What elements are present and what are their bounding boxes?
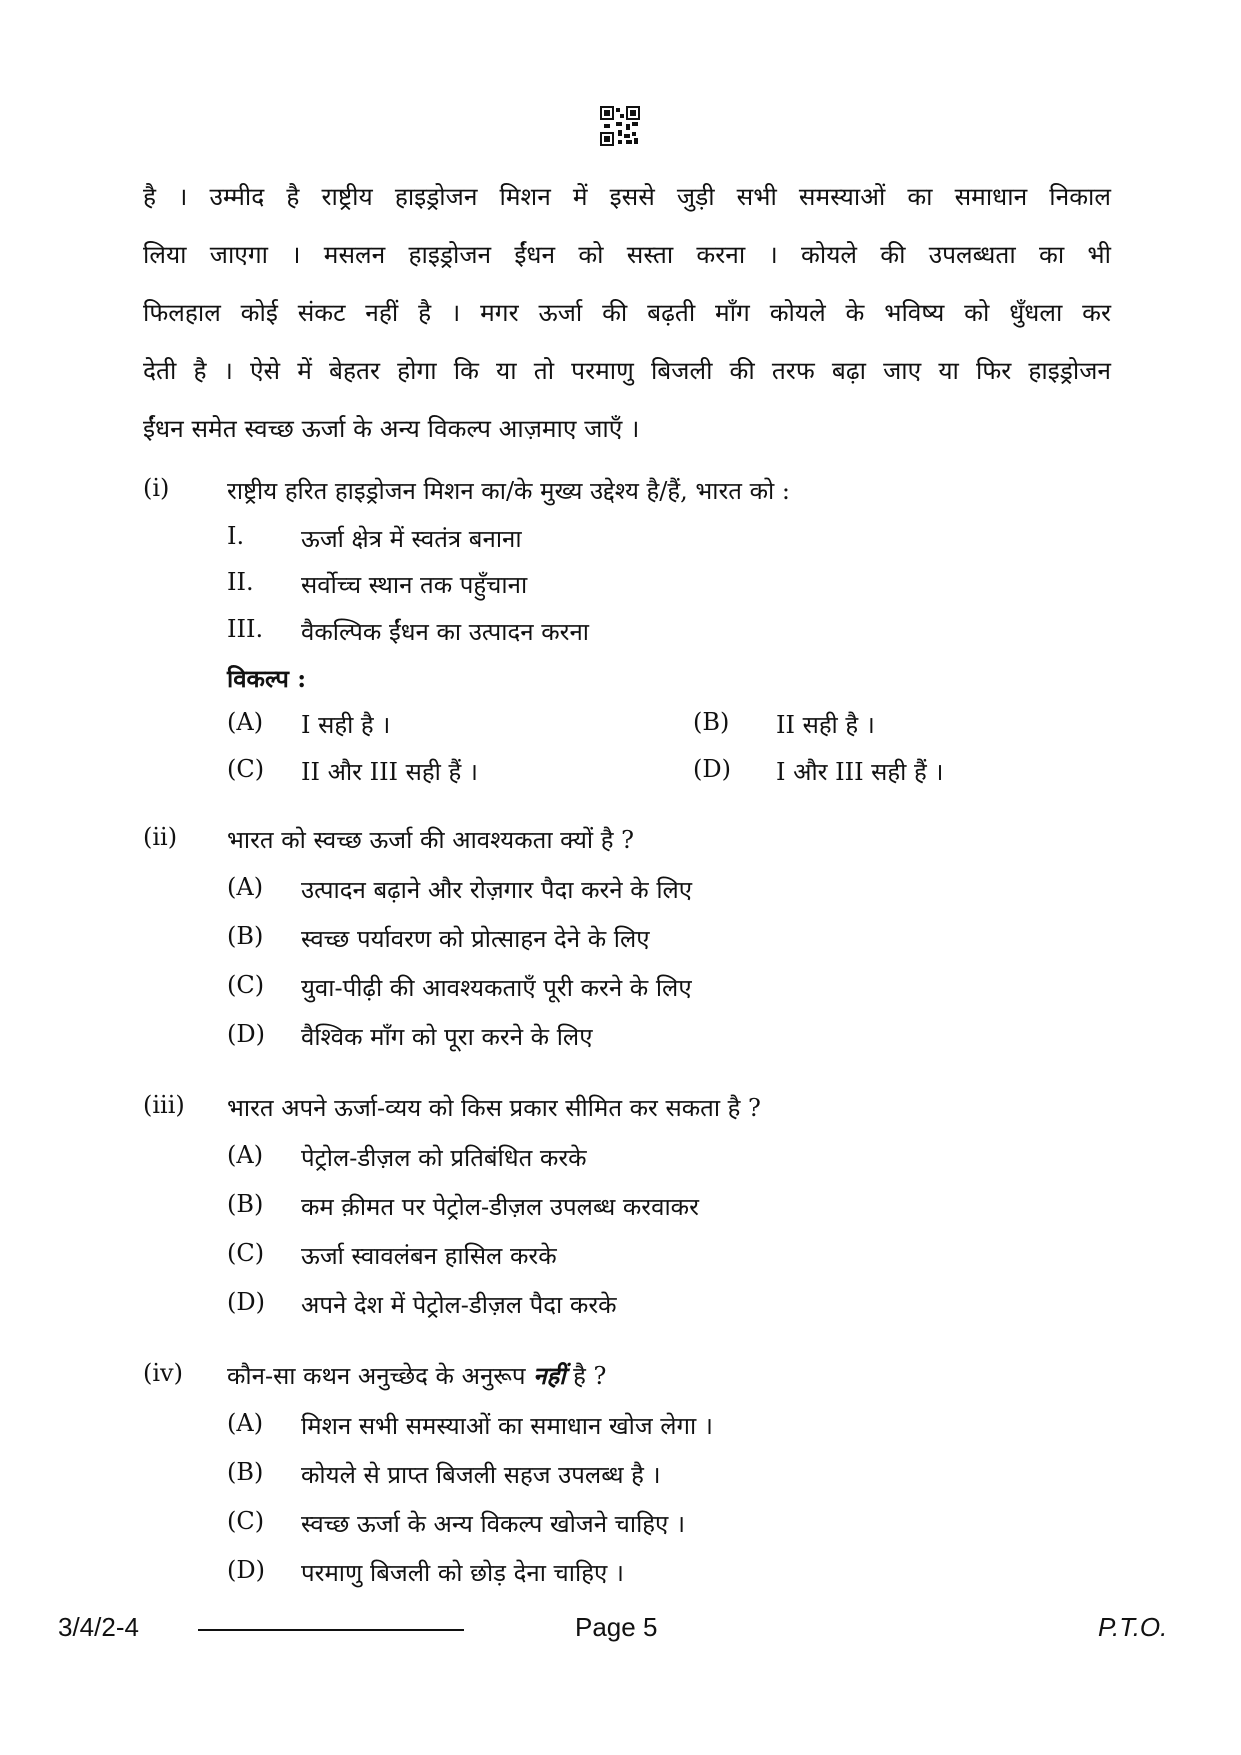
option-text: ऊर्जा स्वावलंबन हासिल करके (301, 1242, 557, 1270)
option-label: (B) (227, 1458, 264, 1486)
question-text-before: कौन-सा कथन अनुच्छेद के अनुरूप (227, 1362, 526, 1390)
question-number: (iii) (143, 1091, 185, 1119)
option-text: पेट्रोल-डीज़ल को प्रतिबंधित करके (301, 1144, 587, 1172)
question-text (227, 1359, 606, 1392)
option-text: उत्पादन बढ़ाने और रोज़गार पैदा करने के लिए (301, 876, 693, 904)
question-number: (i) (143, 474, 170, 502)
question-number: (ii) (143, 823, 178, 851)
statement-label: I. (227, 522, 245, 550)
option-text: परमाणु बिजली को छोड़ देना चाहिए । (301, 1559, 624, 1587)
question-number: (iv) (143, 1359, 183, 1387)
option-label: (D) (693, 755, 731, 783)
option-label: (B) (227, 1190, 264, 1218)
option-label: (D) (227, 1288, 265, 1316)
option-text: I और III सही हैं । (776, 758, 944, 786)
statement-text: वैकल्पिक ईंधन का उत्पादन करना (301, 618, 589, 646)
option-label: (C) (227, 1507, 265, 1535)
statement-label: III. (227, 615, 264, 643)
page-number: Page 5 (575, 1612, 658, 1642)
qr-code-icon (600, 106, 640, 146)
question-text: राष्ट्रीय हरित हाइड्रोजन मिशन का/के मुख्य उद्देश्य है/हैं, भारत को : (227, 477, 790, 505)
question-text: भारत अपने ऊर्जा-व्यय को किस प्रकार सीमित कर सकता है ? (227, 1094, 761, 1122)
option-label: (A) (227, 1141, 264, 1169)
passage-line: देती है । ऐसे में बेहतर होगा कि या तो परमाणु बिजली की तरफ बढ़ा जाए या फिर हाइड्रोजन (143, 356, 1111, 385)
statement-text: ऊर्जा क्षेत्र में स्वतंत्र बनाना (301, 525, 522, 553)
passage-line: ईंधन समेत स्वच्छ ऊर्जा के अन्य विकल्प आज़माए जाएँ । (143, 414, 640, 443)
option-text: कम क़ीमत पर पेट्रोल-डीज़ल उपलब्ध करवाकर (301, 1193, 699, 1221)
footer-divider (198, 1629, 464, 1631)
option-label: (D) (227, 1020, 265, 1048)
option-label: (C) (227, 1239, 265, 1267)
passage (143, 168, 1111, 458)
option-text: स्वच्छ पर्यावरण को प्रोत्साहन देने के लिए (301, 925, 650, 953)
question-text-after: है ? (573, 1362, 607, 1390)
paper-code: 3/4/2-4 (58, 1612, 139, 1642)
option-text: अपने देश में पेट्रोल-डीज़ल पैदा करके (301, 1291, 617, 1319)
passage-line: फिलहाल कोई संकट नहीं है । मगर ऊर्जा की बढ़ती माँग कोयले के भविष्य को धुँधला कर (143, 298, 1111, 327)
option-text: वैश्विक माँग को पूरा करने के लिए (301, 1023, 593, 1051)
statement-text: सर्वोच्च स्थान तक पहुँचाना (301, 571, 528, 599)
option-text: स्वच्छ ऊर्जा के अन्य विकल्प खोजने चाहिए । (301, 1510, 686, 1538)
option-label: (C) (227, 755, 265, 783)
option-label: (A) (227, 873, 264, 901)
statement-label: II. (227, 568, 254, 596)
option-label: (A) (227, 1409, 264, 1437)
option-text: मिशन सभी समस्याओं का समाधान खोज लेगा । (301, 1412, 713, 1440)
option-text: I सही है । (301, 711, 391, 739)
option-text: युवा-पीढ़ी की आवश्यकताएँ पूरी करने के लिए (301, 974, 692, 1002)
passage-line: है । उम्मीद है राष्ट्रीय हाइड्रोजन मिशन में इससे जुड़ी सभी समस्याओं का समाधान निकाल (143, 182, 1111, 211)
pto-label: P.T.O. (1098, 1612, 1168, 1642)
option-label: (A) (227, 708, 264, 736)
option-label: (D) (227, 1556, 265, 1584)
option-text: कोयले से प्राप्त बिजली सहज उपलब्ध है । (301, 1461, 661, 1489)
option-label: (B) (227, 922, 264, 950)
option-text: II सही है । (776, 711, 875, 739)
question-emphasis: नहीं (533, 1361, 566, 1390)
options-heading: विकल्प : (227, 664, 307, 693)
option-label: (C) (227, 971, 265, 999)
option-label: (B) (693, 708, 730, 736)
passage-line: लिया जाएगा । मसलन हाइड्रोजन ईंधन को सस्ता करना । कोयले की उपलब्धता का भी (143, 240, 1111, 269)
option-text: II और III सही हैं । (301, 758, 478, 786)
question-text: भारत को स्वच्छ ऊर्जा की आवश्यकता क्यों है ? (227, 826, 635, 854)
